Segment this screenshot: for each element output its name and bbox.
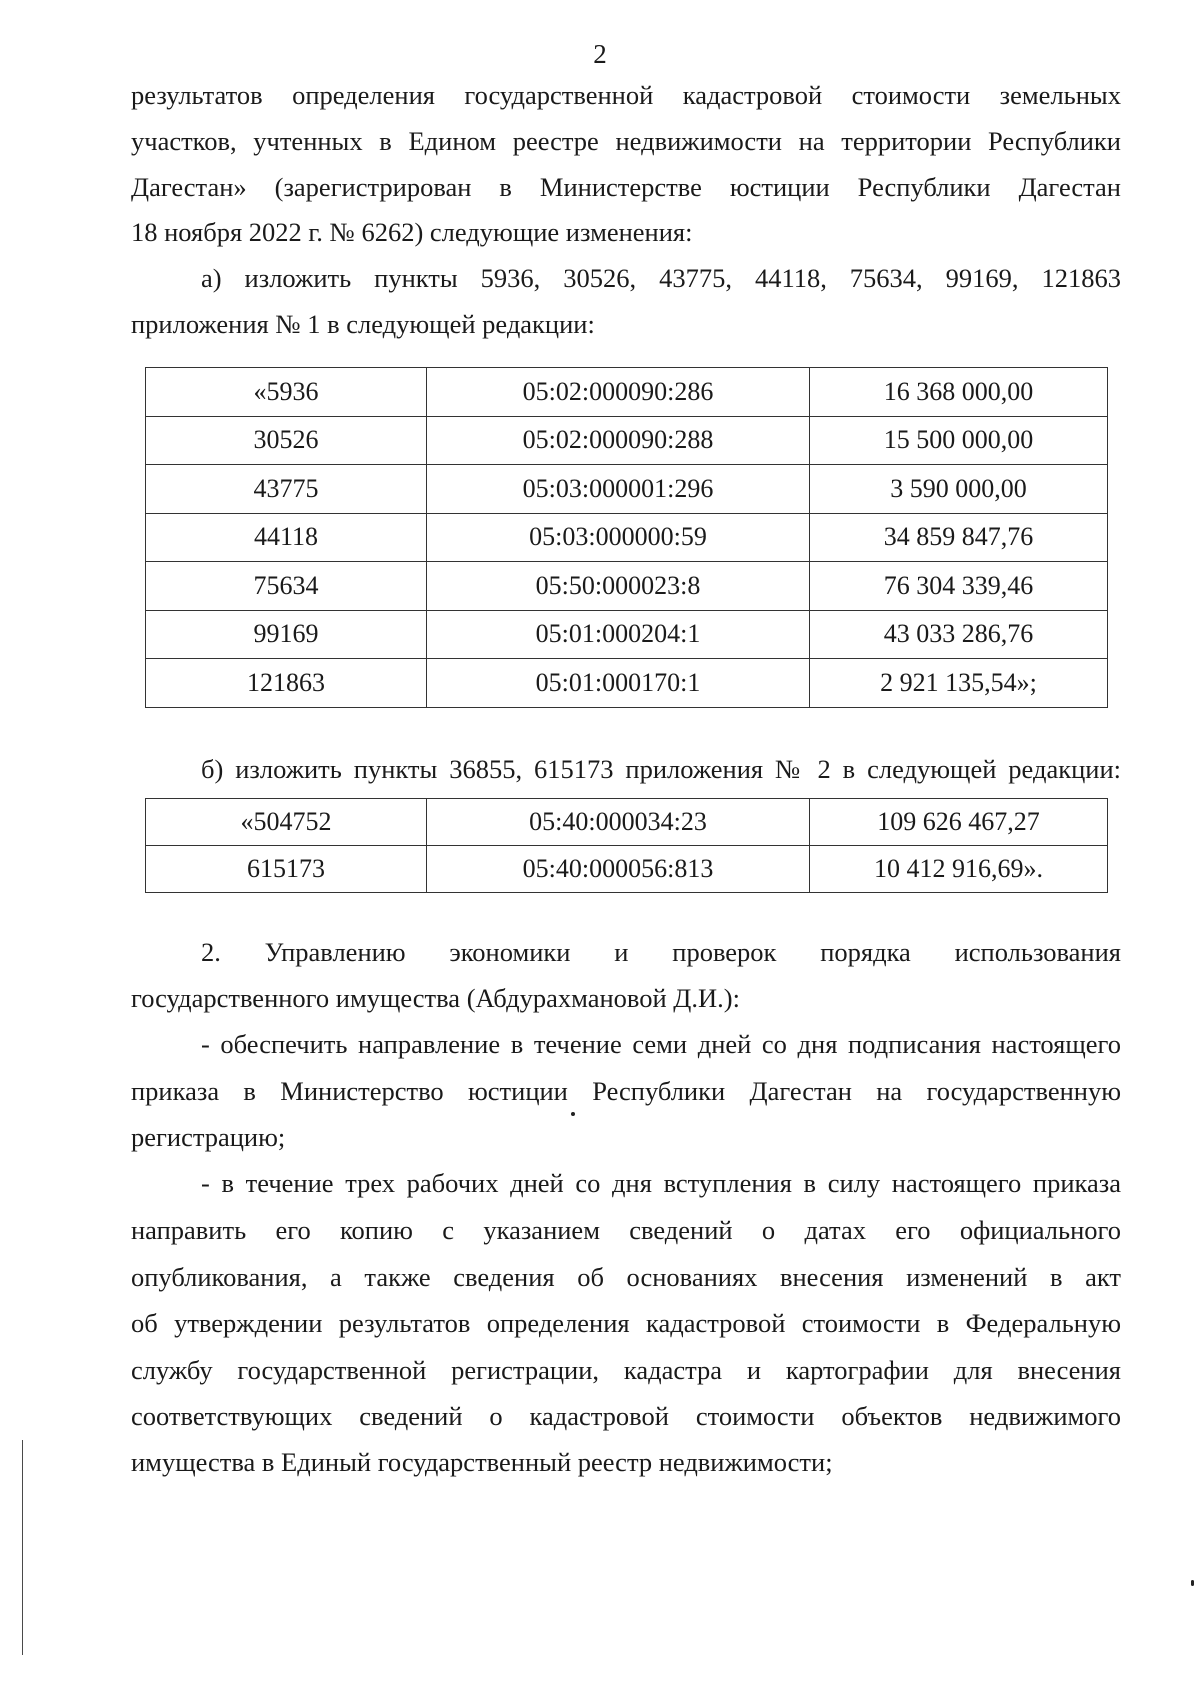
table-row — [146, 513, 1108, 562]
table-row — [146, 799, 1108, 846]
table-row — [146, 368, 1108, 417]
cadastral-table-2 — [145, 798, 1108, 893]
bullet-2-line: имущества в Единый государственный реестр недвижимости; — [131, 1447, 833, 1477]
item-number-cell: 75634 — [146, 562, 427, 611]
item-number-cell: 44118 — [146, 513, 427, 562]
cadastral-number-cell: 05:50:000023:8 — [427, 562, 810, 611]
cadastral-value-cell: 34 859 847,76 — [810, 513, 1108, 562]
table-row — [146, 659, 1108, 708]
cadastral-number-cell: 05:02:000090:286 — [427, 368, 810, 417]
bullet-2-line: соответствующих сведений о кадастровой стоимости объектов недвижимого — [131, 1401, 1121, 1431]
section-2-line: 2. Управлению экономики и проверок порядка использования — [201, 937, 1121, 967]
item-number-cell: «504752 — [146, 799, 427, 846]
cadastral-table-1 — [145, 367, 1108, 708]
cadastral-value-cell: 109 626 467,27 — [810, 799, 1108, 846]
cadastral-value-cell: 2 921 135,54»; — [810, 659, 1108, 708]
bullet-2-line: опубликования, а также сведения об основаниях внесения изменений в акт — [131, 1262, 1121, 1292]
point-a-line: а) изложить пункты 5936, 30526, 43775, 44118, 75634, 99169, 121863 — [201, 263, 1121, 293]
cadastral-number-cell: 05:02:000090:288 — [427, 416, 810, 465]
cadastral-number-cell: 05:40:000056:813 — [427, 846, 810, 893]
bullet-2-line: направить его копию с указанием сведений о датах его официального — [131, 1215, 1121, 1245]
item-number-cell: 99169 — [146, 610, 427, 659]
page-number: 2 — [593, 39, 607, 69]
bullet-2-line: - в течение трех рабочих дней со дня вступления в силу настоящего приказа — [201, 1168, 1121, 1198]
bullet-1-line: - обеспечить направление в течение семи дней со дня подписания настоящего — [201, 1029, 1121, 1059]
table-row — [146, 610, 1108, 659]
cadastral-value-cell: 3 590 000,00 — [810, 465, 1108, 514]
cadastral-number-cell: 05:40:000034:23 — [427, 799, 810, 846]
cadastral-value-cell: 76 304 339,46 — [810, 562, 1108, 611]
point-b-line: б) изложить пункты 36855, 615173 приложения № 2 в следующей редакции: — [201, 754, 1121, 784]
cadastral-value-cell: 16 368 000,00 — [810, 368, 1108, 417]
table-row — [146, 416, 1108, 465]
cadastral-value-cell: 43 033 286,76 — [810, 610, 1108, 659]
item-number-cell: 43775 — [146, 465, 427, 514]
bullet-1-line: приказа в Министерство юстиции Республики Дагестан на государственную — [131, 1076, 1121, 1106]
section-2-line: государственного имущества (Абдурахмановой Д.И.): — [131, 983, 740, 1013]
bullet-2-line: об утверждении результатов определения кадастровой стоимости в Федеральную — [131, 1308, 1121, 1338]
point-a-line: приложения № 1 в следующей редакции: — [131, 309, 595, 339]
cadastral-number-cell: 05:03:000000:59 — [427, 513, 810, 562]
bullet-2-line: службу государственной регистрации, кадастра и картографии для внесения — [131, 1355, 1121, 1385]
item-number-cell: 30526 — [146, 416, 427, 465]
table-row — [146, 562, 1108, 611]
table-row — [146, 465, 1108, 514]
intro-line: 18 ноября 2022 г. № 6262) следующие изменения: — [131, 217, 693, 247]
item-number-cell: 615173 — [146, 846, 427, 893]
scan-edge-line — [22, 1440, 23, 1655]
intro-line: результатов определения государственной кадастровой стоимости земельных — [131, 80, 1121, 110]
cadastral-value-cell: 10 412 916,69». — [810, 846, 1108, 893]
cadastral-value-cell: 15 500 000,00 — [810, 416, 1108, 465]
cadastral-number-cell: 05:01:000204:1 — [427, 610, 810, 659]
intro-line: участков, учтенных в Едином реестре недвижимости на территории Республики — [131, 126, 1121, 156]
scan-speck — [571, 1112, 575, 1116]
intro-line: Дагестан» (зарегистрирован в Министерстве юстиции Республики Дагестан — [131, 172, 1121, 202]
item-number-cell: 121863 — [146, 659, 427, 708]
item-number-cell: «5936 — [146, 368, 427, 417]
bullet-1-line: регистрацию; — [131, 1122, 286, 1152]
table-row — [146, 846, 1108, 893]
cadastral-number-cell: 05:03:000001:296 — [427, 465, 810, 514]
cadastral-number-cell: 05:01:000170:1 — [427, 659, 810, 708]
scan-speck — [1191, 1580, 1194, 1586]
